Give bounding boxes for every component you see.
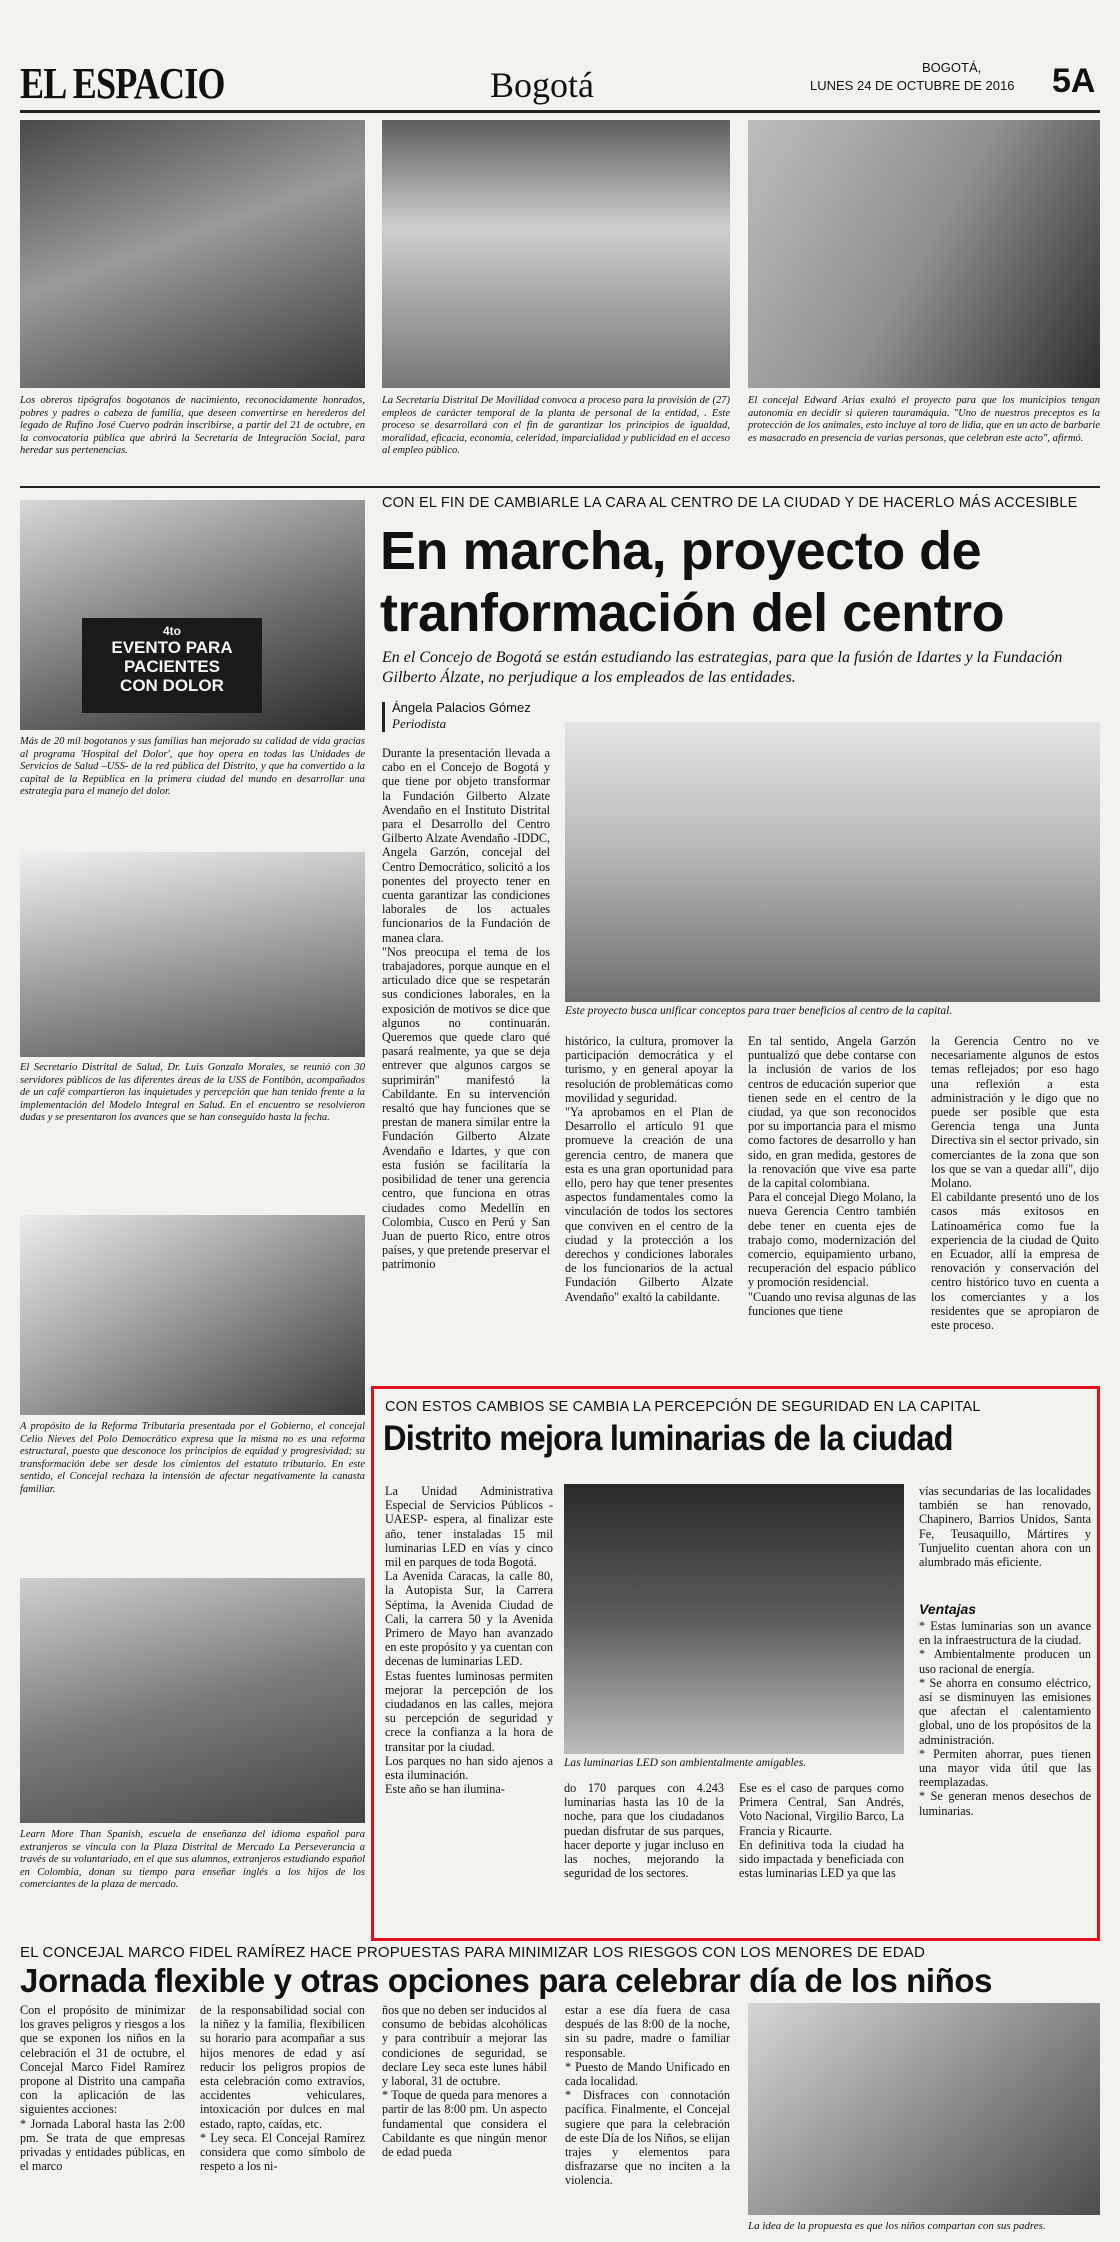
bottom-column-1: Con el propósito de minimizar los graves peligros y riesgos a los que se exponen los niños en la celebración el 31 de octubre, el Concejal Marco Fidel Ramírez propone al Distrito una campaña con la aplicación de las siguientes acciones: * Jornada Laboral hasta las 2:00 pm. Se trata de que empresas privadas y entidades públicas, en el marco: [20, 2003, 185, 2174]
event-sign: [82, 618, 262, 713]
bottom-headline: Jornada flexible y otras opciones para celebrar día de los niños: [20, 1962, 993, 1999]
bottom-kicker: EL CONCEJAL MARCO FIDEL RAMÍREZ HACE PROPUESTAS PARA MINIMIZAR LOS RIESGOS CON LOS MENORES DE EDAD: [20, 1944, 926, 1961]
printer-photo: [20, 120, 365, 388]
byline-bar: [382, 702, 385, 732]
box-kicker: CON ESTOS CAMBIOS SE CAMBIA LA PERCEPCIÓN DE SEGURIDAD EN LA CAPITAL: [385, 1399, 981, 1415]
bullfight-photo: [748, 120, 1100, 388]
health-meeting-caption: El Secretario Distrital de Salud, Dr. Luis Gonzalo Morales, se reunió con 30 servidores públicos de las diferentes áreas de la USS de Fontibón, acompañados de un café compartieron las inquietudes y percepción que han tenido frente a la implementación del Modelo Integral en Salud. En el encuentro se resolvieron dudas y se presentaron los avances que se han conseguido hasta la fecha.: [20, 1062, 365, 1123]
bottom-column-2: de la responsabilidad social con la niñez y la familia, flexibilicen su horario para acompañar a sus hijos menores de edad y así reducir los peligros propios de esta celebración como extravíos, accidentes vehiculares, intoxicación por dulces en mal estado, rapto, caídas, etc. * Ley seca. El Concejal Ramírez considera que como símbolo de respeto a los ni-: [200, 2003, 365, 2174]
main-column-4: la Gerencia Centro no ve necesariamente algunos de estos temas reflejados; por eso hago una reflexión a esta administración y le digo que no puede ser posible que esta Gerencia tenga una Junta Directiva sin el sector privado, sin comerciantes de la zona que son los que se van a quedar allí", dijo Molano. El cabildante presentó uno de los casos más exitosos en Latinoamérica como fue la experiencia de la ciudad de Quito en Ecuador, allí la empresa de renovación y conservación del centro histórico tuvo en cuenta a los comerciantes y a los residentes que se apropiaron de este proceso.: [931, 1034, 1099, 1333]
event-sign-line: PACIENTES: [123, 657, 221, 676]
led-park-caption: Las luminarias LED son ambientalmente amigables.: [564, 1757, 807, 1769]
section-title: Bogotá: [490, 65, 594, 105]
led-park-photo: [564, 1484, 904, 1754]
box-column-1: La Unidad Administrativa Especial de Servicios Públicos -UAESP- espera, al finalizar este año, tener instaladas 15 mil luminarias LED en vías y cinco mil en parques de toda Bogotá. La Avenida Caracas, la calle 80, la Autopista Sur, la Carrera Séptima, la Avenida Ciudad de Cali, la carrera 50 y la Avenida Primero de Mayo han avanzado en este propósito y ya cuentan con decenas de luminarias LED. Estas fuentes luminosas permiten mejorar la percepción de los ciudadanos en las calles, mejora su percepción de seguridad y crece la confianza a la hora de transitar por la ciudad. Los parques no han sido ajenos a esta iluminación. Este año se han ilumina-: [385, 1484, 553, 1797]
bullfight-photo-caption: El concejal Edward Arias exaltó el proyecto para que los municipios tengan autonomía en decidir si quieren tauramáquia. "Uno de nuestros preceptos es la protección de los animales, esto incluye al toro de lidia, que en un acto de barbarie es masacrado en presencia de varias personas, que celebran este acto", afirmó.: [748, 395, 1100, 444]
city-label: BOGOTÁ,: [922, 60, 982, 75]
masthead: [20, 58, 1100, 108]
main-headline-line: En marcha, proyecto de: [380, 521, 982, 581]
tax-reform-caption: A propósito de la Reforma Tributaria presentada por el Gobierno, el concejal Celio Nieves del Polo Democrático expresa que la misma no es una reforma estructural, puesto que desconoce los principios de equidad y progresividad; su transformación debe ser desde los cimientos del estatuto tributario. En este sentido, el Concejal rechaza la intensión de afectar negativamente la canasta familiar.: [20, 1421, 365, 1495]
main-column-1: Durante la presentación llevada a cabo en el Concejo de Bogotá y que tiene por objeto transformar la Fundación Gilberto Alzate Avendaño en el Instituto Distrital para el Desarrollo del Centro Gilberto Alzate Avendaño -IDDC, Angela Garzón, concejal del Centro Democrático, solicitó a los ponentes del proyecto tener en cuenta garantizar las condiciones laborales de los actuales funcionarios de la Fundación de manea clara. "Nos preocupa el tema de los trabajadores, porque aunque en el articulado dice que se respetarán sus condiciones laborales, en la exposición de motivos se dice que algunos no continuarán. Queremos que quede claro qué pasará realmente, ya que se deja entrever que algunos cargos se suprimirán" manifestó la Cabildante. En su intervención resaltó que hay funciones que se prestan de manera similar entre la Fundación Gilberto Alzate Avendaño e Idartes, y que con esta fusión se facilitaría la posibilidad de tener una gerencia centro, que funciona en otras ciudades como Medellín en Colombia, Cusco en Perú y San Juan de puerto Rico, entre otros países, y que pretende preservar el patrimonio: [382, 746, 550, 1272]
box-column-2: do 170 parques con 4.243 luminarias hasta las 10 de la noche, para que los ciudadanos puedan disfrutar de sus parques, hacer deporte y jugar incluso en las noches, mejorando la seguridad de los sectores.: [564, 1781, 724, 1881]
children-photo: [748, 2003, 1100, 2215]
classroom-photo: [382, 120, 730, 388]
downtown-rendering-photo: [565, 722, 1100, 1002]
event-sign-line: CON DOLOR: [120, 676, 224, 695]
councilman-portrait: [20, 1215, 365, 1415]
byline-role: Periodista: [392, 716, 447, 731]
main-deck: En el Concejo de Bogotá se están estudiando las estrategias, para que la fusión de Idartes y la Fundación Gilberto Álzate, no perjudique a los empleados de las entidades.: [382, 649, 1063, 686]
children-photo-caption: La idea de la propuesta es que los niños compartan con sus padres.: [748, 2220, 1046, 2232]
printer-photo-caption: Los obreros tipógrafos bogotanos de nacimiento, reconocidamente honrados, pobres y padres o cabeza de familia, que deseen convertirse en herederos del legado de Rufino José Cuervo podrán inscribirse, a partir del 21 de octubre, en la convocatoria pública que abrirá la Secretaría de Integración Social, para heredar sus pertenencias.: [20, 395, 365, 456]
box-column-3: Ese es el caso de parques como Primera Central, San Andrés, Voto Nacional, Virgilio Barco, La Francia y Ricaurte. En definitiva toda la ciudad ha sido impactada y beneficiada con estas luminarias LED ya que las: [739, 1781, 904, 1881]
issue-date: LUNES 24 DE OCTUBRE DE 2016: [810, 78, 1015, 93]
box-column-4: vías secundarias de las localidades también se han renovado, Chapinero, Barrios Unidos, Santa Fe, Teusaquillo, Mártires y Tunjuelito cuentan ahora con un alumbrado más eficiente.: [919, 1484, 1091, 1570]
top-section-rule: [20, 486, 1100, 488]
main-headline-line: tranformación del centro: [380, 583, 1005, 643]
main-kicker: CON EL FIN DE CAMBIARLE LA CARA AL CENTRO DE LA CIUDAD Y DE HACERLO MÁS ACCESIBLE: [382, 495, 1078, 511]
box-headline: Distrito mejora luminarias de la ciudad: [383, 1419, 953, 1458]
language-school-caption: Learn More Than Spanish, escuela de enseñanza del idioma español para extranjeros se vincula con la Plaza Distrital de Mercado La Perseverancia a través de su voluntariado, en el que sus alumnos, extranjeros estudiando español en Colombia, donan su tiempo para enseñar inglés a los hijos de los comerciantes de la plaza de mercado.: [20, 1829, 365, 1890]
event-sign-number: 4to: [163, 624, 181, 638]
luminarias-box: [371, 1386, 1100, 1941]
pain-program-photo: [20, 500, 365, 730]
bottom-column-3: ños que no deben ser inducidos al consumo de bebidas alcohólicas y para contribuir a mejorar las condiciones de seguridad, se declare Ley seca este lunes hábil y laboral, 31 de octubre. * Toque de queda para menores a partir de las 8:00 pm. Un aspecto fundamental que considera el Cabildante es que ningún menor de edad pueda: [382, 2003, 547, 2160]
main-column-3: En tal sentido, Angela Garzón puntualizó que debe contarse con la inclusión de varios de los centros de educación superior que tienen sede en el centro de la ciudad, ya que son reconocidos por su importancia para el mismo como factores de desarrollo y han sido, en gran medida, gestores de la renovación que vive esa parte de la capital colombiana. Para el concejal Diego Molano, la nueva Gerencia Centro también debe tener en cuenta ejes de trabajo como, modernización del comercio, equipamiento urbano, recuperación del espacio público y promoción residencial. "Cuando uno revisa algunas de las funciones que tiene: [748, 1034, 916, 1318]
masthead-rule: [20, 110, 1100, 113]
language-school-photo: [20, 1578, 365, 1823]
bottom-column-4: estar a ese día fuera de casa después de las 8:00 de la noche, sin su padre, madre o familiar responsable. * Puesto de Mando Unificado en cada localidad. * Disfraces con connotación pacífica. Finalmente, el Concejal sugiere que para la celebración de este Día de los Niños, se elijan trajes y elementos para disfrazarse que no inciten a la violencia.: [565, 2003, 730, 2188]
health-meeting-photo: [20, 852, 365, 1057]
event-sign-line: EVENTO PARA: [111, 638, 233, 657]
ventajas-list: * Estas luminarias son un avance en la infraestructura de la ciudad. * Ambientalmente producen un uso racional de energía. * Se ahorra en consumo eléctrico, así se disminuyen las emisiones que afectan el calentamiento global, uno de los propósitos de la administración. * Permiten ahorrar, pues tienen una mayor vida útil que las reemplazadas. * Se generan menos desechos de luminarias.: [919, 1619, 1091, 1818]
pain-program-caption: Más de 20 mil bogotanos y sus familias han mejorado su calidad de vida gracias al programa 'Hospital del Dolor', que hoy opera en todas las Unidades de Servicios de Salud –USS- de la red pública del Distrito, y que ha convertido a la capital de la República en la primera ciudad del mundo en desarrollar una estrategia para el manejo del dolor.: [20, 736, 365, 797]
page-number: 5A: [1052, 62, 1096, 100]
classroom-photo-caption: La Secretaría Distrital De Movilidad convoca a proceso para la provisión de (27) empleos de carácter temporal de la planta de personal de la entidad, . Este proceso se desarrollará con el fin de garantizar los principios de igualdad, moralidad, eficacia, economía, celeridad, imparcialidad y publicidad en el acceso al empleo público.: [382, 395, 730, 456]
main-headline: [380, 520, 1104, 644]
main-column-2: histórico, la cultura, promover la participación democrática y el turismo, y en general apoyar la resolución de problemáticas como movilidad y seguridad. "Ya aprobamos en el Plan de Desarrollo el artículo 91 que promueve la creación de una gerencia centro, de manera que esta es una gran oportunidad para ello, pero hay que tener presentes aspectos fundamentales como la vinculación de todos los sectores que conviven en el centro de la ciudad y la protección a los derechos y condiciones laborales de los funcionarios de la actual Fundación Gilberto Alzate Avendaño" exaltó la cabildante.: [565, 1034, 733, 1304]
byline-name: Ángela Palacios Gómez: [392, 700, 531, 715]
newspaper-logo: EL ESPACIO: [20, 59, 225, 108]
downtown-rendering-caption: Este proyecto busca unificar conceptos para traer beneficios al centro de la capital.: [565, 1005, 953, 1017]
ventajas-heading: Ventajas: [919, 1601, 977, 1617]
